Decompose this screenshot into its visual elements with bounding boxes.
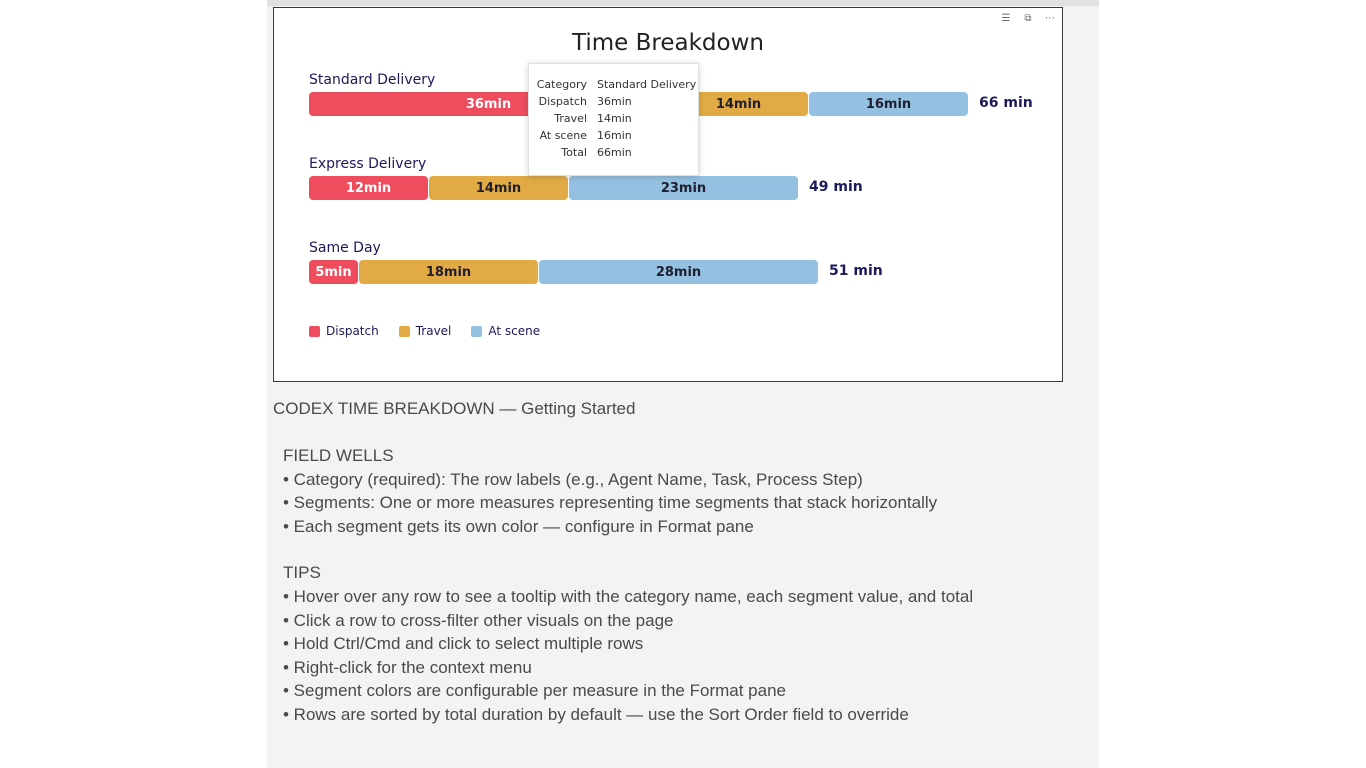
tooltip-row — [529, 78, 698, 95]
more-options-icon[interactable]: ⋯ — [1045, 13, 1055, 24]
tooltip-value: 36min — [597, 95, 632, 108]
legend-swatch-travel — [399, 326, 410, 337]
field-wells-item: • Category (required): The row labels (e.g., Agent Name, Task, Process Step) — [283, 469, 863, 489]
bar-at-scene-standard-delivery[interactable]: 16min — [809, 92, 968, 116]
bar-dispatch-express-delivery[interactable]: 12min — [309, 176, 428, 200]
tooltip-key: Category — [536, 78, 587, 91]
time-breakdown-visual[interactable] — [273, 7, 1063, 382]
tooltip-value: 14min — [597, 112, 632, 125]
legend-label-dispatch: Dispatch — [326, 324, 379, 338]
bar-travel-express-delivery[interactable]: 14min — [429, 176, 568, 200]
tip-item: • Segment colors are configurable per measure in the Format pane — [283, 681, 786, 701]
tooltip-key: Total — [561, 146, 587, 159]
legend-item-travel[interactable] — [399, 324, 452, 338]
total-label-standard-delivery: 66 min — [979, 95, 1033, 111]
chart-legend — [309, 324, 540, 338]
field-wells-item: • Each segment gets its own color — configure in Format pane — [283, 516, 754, 536]
tip-item: • Right-click for the context menu — [283, 657, 532, 677]
row-label-same-day[interactable]: Same Day — [309, 240, 381, 256]
chart-tooltip — [528, 63, 699, 176]
field-wells-section — [283, 444, 1093, 538]
tooltip-key: At scene — [539, 129, 587, 142]
field-wells-item: • Segments: One or more measures representing time segments that stack horizontally — [283, 493, 938, 513]
tooltip-key: Travel — [554, 112, 587, 125]
tooltip-row — [529, 95, 698, 112]
getting-started-text — [273, 397, 1093, 727]
legend-item-dispatch[interactable] — [309, 324, 379, 338]
tips-heading: TIPS — [283, 563, 321, 583]
legend-label-travel: Travel — [415, 324, 452, 338]
row-label-standard-delivery[interactable]: Standard Delivery — [309, 72, 436, 88]
bar-at-scene-express-delivery[interactable]: 23min — [569, 176, 798, 200]
field-wells-heading: FIELD WELLS — [283, 446, 394, 465]
bar-at-scene-same-day[interactable]: 28min — [539, 260, 818, 284]
legend-swatch-dispatch — [309, 326, 320, 337]
filter-icon[interactable]: ☰ — [1001, 13, 1011, 24]
doc-title: CODEX TIME BREAKDOWN — Getting Started — [273, 399, 636, 418]
tooltip-row — [529, 112, 698, 129]
total-label-express-delivery: 49 min — [809, 179, 863, 195]
tips-section — [283, 561, 1093, 726]
tooltip-row — [529, 146, 698, 163]
bar-travel-same-day[interactable]: 18min — [359, 260, 538, 284]
canvas-top-border — [267, 0, 1099, 6]
legend-swatch-at-scene — [471, 326, 482, 337]
tooltip-key: Dispatch — [538, 95, 587, 108]
total-label-same-day: 51 min — [829, 263, 883, 279]
row-label-express-delivery[interactable]: Express Delivery — [309, 156, 427, 172]
visual-header-toolbar — [1000, 13, 1056, 25]
bar-dispatch-standard-delivery[interactable]: 36min — [309, 92, 668, 116]
bar-dispatch-same-day[interactable]: 5min — [309, 260, 358, 284]
chart-title: Time Breakdown — [572, 30, 764, 56]
tip-item: • Click a row to cross-filter other visuals on the page — [283, 610, 674, 630]
focus-mode-icon[interactable]: ⧉ — [1024, 13, 1032, 24]
legend-label-at-scene: At scene — [488, 324, 541, 338]
tooltip-value: Standard Delivery — [597, 78, 697, 91]
tooltip-value: 16min — [597, 129, 632, 142]
tip-item: • Hold Ctrl/Cmd and click to select multiple rows — [283, 634, 644, 654]
tooltip-row — [529, 129, 698, 146]
tip-item: • Rows are sorted by total duration by default — use the Sort Order field to override — [283, 704, 909, 724]
tooltip-value: 66min — [597, 146, 632, 159]
legend-item-at-scene[interactable] — [471, 324, 540, 338]
tip-item: • Hover over any row to see a tooltip with the category name, each segment value, and total — [283, 586, 974, 606]
bar-travel-standard-delivery[interactable]: 14min — [669, 92, 808, 116]
